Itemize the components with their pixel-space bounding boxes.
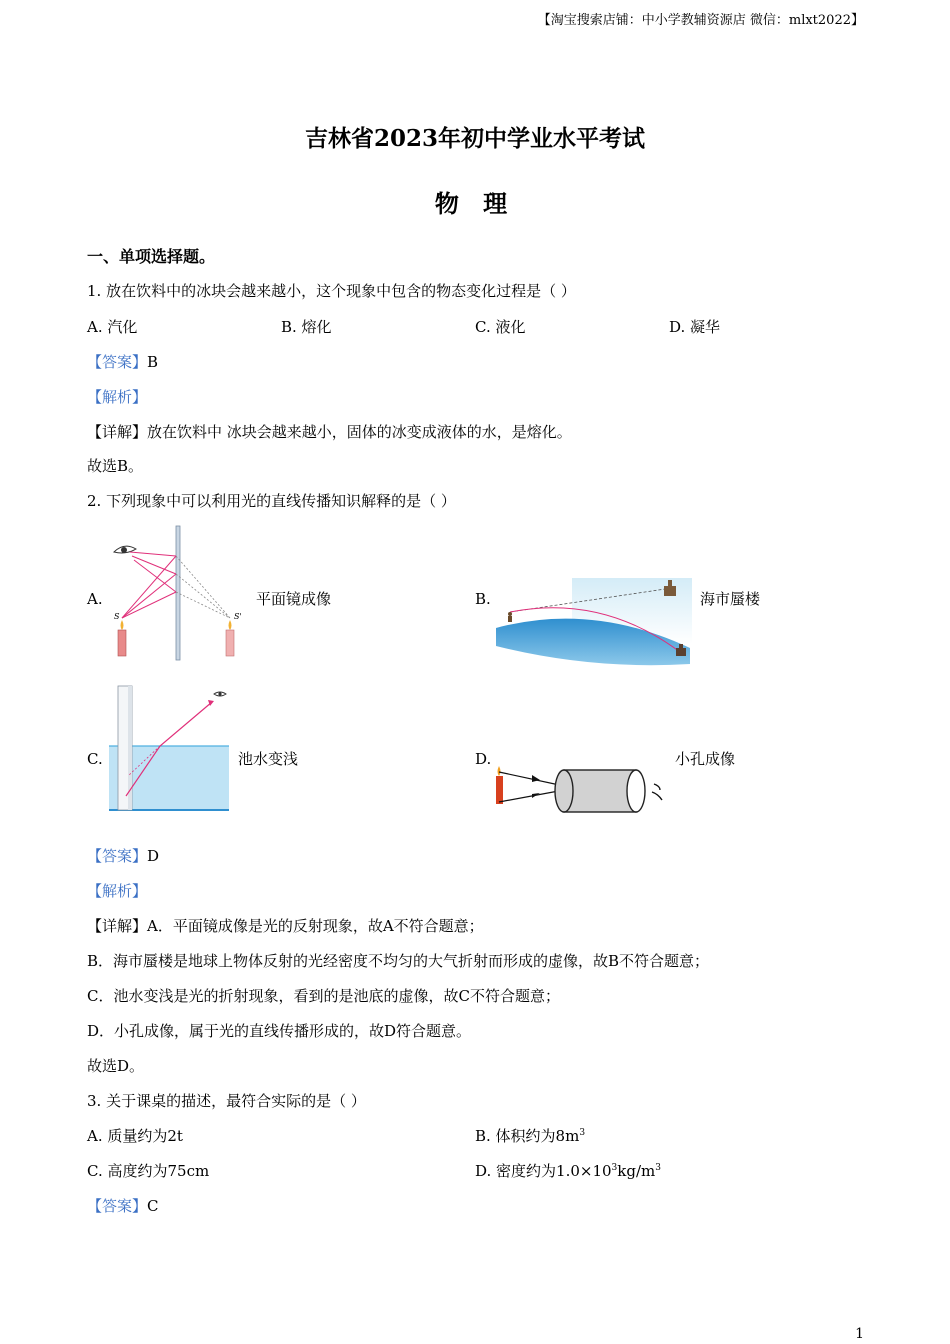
mirror — [176, 526, 180, 660]
q1-option-d: D. 凝华 — [669, 318, 721, 336]
pinhole-figure — [492, 764, 672, 820]
detail-text: A．平面镜成像是光的反射现象，故A不符合题意； — [147, 917, 484, 935]
q1-answer — [87, 352, 158, 372]
image-label: S' — [234, 612, 242, 621]
plane-mirror-figure — [108, 522, 248, 664]
q2-option-c-letter: C. — [87, 750, 103, 768]
option-text: B. 体积约为8m — [475, 1127, 580, 1145]
detail-text: 放在饮料中 冰块会越来越小，固体的冰变成液体的水，是熔化。 — [147, 423, 572, 441]
q1-conclusion: 故选B。 — [87, 457, 144, 475]
q2-option-b-letter: B. — [475, 590, 491, 608]
q2-option-d-letter: D. — [475, 750, 492, 768]
q2-detail-c: C．池水变浅是光的折射现象，看到的是池底的虚像，故C不符合题意； — [87, 987, 560, 1005]
section-heading: 一、单项选择题。 — [87, 247, 216, 266]
q2-detail-d: D．小孔成像，属于光的直线传播形成的，故D符合题意。 — [87, 1022, 472, 1040]
q1-analysis-tag: 【解析】 — [87, 388, 148, 406]
answer-tag: 【答案】 — [87, 1197, 148, 1215]
eye-icon — [214, 692, 226, 696]
subject-title: 物 理 — [434, 189, 516, 218]
superscript: 3 — [611, 1163, 618, 1173]
detail-tag: 【详解】 — [87, 917, 148, 935]
eye-icon — [652, 784, 662, 800]
superscript: 3 — [579, 1128, 586, 1138]
q1-option-b: B. 熔化 — [281, 318, 332, 336]
q3-option-b — [475, 1126, 585, 1146]
q3-answer — [87, 1196, 159, 1216]
q2-option-d-caption: 小孔成像 — [675, 750, 736, 768]
q2-answer — [87, 846, 159, 866]
page-title: 吉林省2023年初中学业水平考试 — [304, 125, 645, 152]
q2-conclusion: 故选D。 — [87, 1057, 145, 1075]
q2-detail-b: B．海市蜃楼是地球上物体反射的光经密度不均匀的大气折射而形成的虚像，故B不符合题意； — [87, 952, 710, 970]
answer-value: B — [147, 353, 159, 371]
detail-tag: 【详解】 — [87, 423, 148, 441]
pinhole-box — [564, 770, 636, 812]
q1-detail — [87, 422, 572, 442]
q2-option-a-letter: A. — [87, 590, 103, 608]
superscript: 3 — [655, 1163, 661, 1173]
pool-figure — [106, 684, 234, 814]
q3-option-a: A. 质量约为2t — [87, 1127, 183, 1145]
q2-stem: 2. 下列现象中可以利用光的直线传播知识解释的是（ ） — [87, 492, 456, 510]
header-shop-info: 【淘宝搜索店铺：中小学教辅资源店 微信：mlxt2022】 — [537, 13, 864, 28]
candle-object — [118, 620, 126, 656]
q2-option-a-caption: 平面镜成像 — [256, 590, 332, 608]
mirage-figure — [492, 574, 694, 668]
observer-icon — [508, 612, 512, 622]
ray-bottom — [499, 790, 564, 802]
answer-tag: 【答案】 — [87, 353, 148, 371]
answer-tag: 【答案】 — [87, 847, 148, 865]
reflected-rays — [122, 552, 176, 618]
option-unit: kg/m — [617, 1162, 656, 1180]
option-text: D. 密度约为1.0×10 — [475, 1162, 612, 1180]
q1-option-a: A. 汽化 — [87, 318, 138, 336]
q3-option-d — [475, 1161, 661, 1181]
source-label: S — [114, 612, 120, 621]
q3-option-c: C. 高度约为75cm — [87, 1162, 210, 1180]
answer-value: D — [147, 847, 160, 865]
page-number: 1 — [855, 1326, 864, 1342]
q2-option-c-caption: 池水变浅 — [238, 750, 299, 768]
q2-analysis-tag: 【解析】 — [87, 882, 148, 900]
q2-option-b-caption: 海市蜃楼 — [700, 590, 761, 608]
answer-value: C — [147, 1197, 159, 1215]
ray-top — [499, 772, 564, 786]
q1-option-c: C. 液化 — [475, 318, 526, 336]
q3-stem: 3. 关于课桌的描述，最符合实际的是（ ） — [87, 1092, 366, 1110]
candle-image — [226, 620, 234, 656]
q1-stem: 1. 放在饮料中的冰块会越来越小，这个现象中包含的物态变化过程是（ ） — [87, 282, 576, 300]
virtual-rays — [176, 556, 230, 618]
q2-detail-a — [87, 916, 484, 936]
